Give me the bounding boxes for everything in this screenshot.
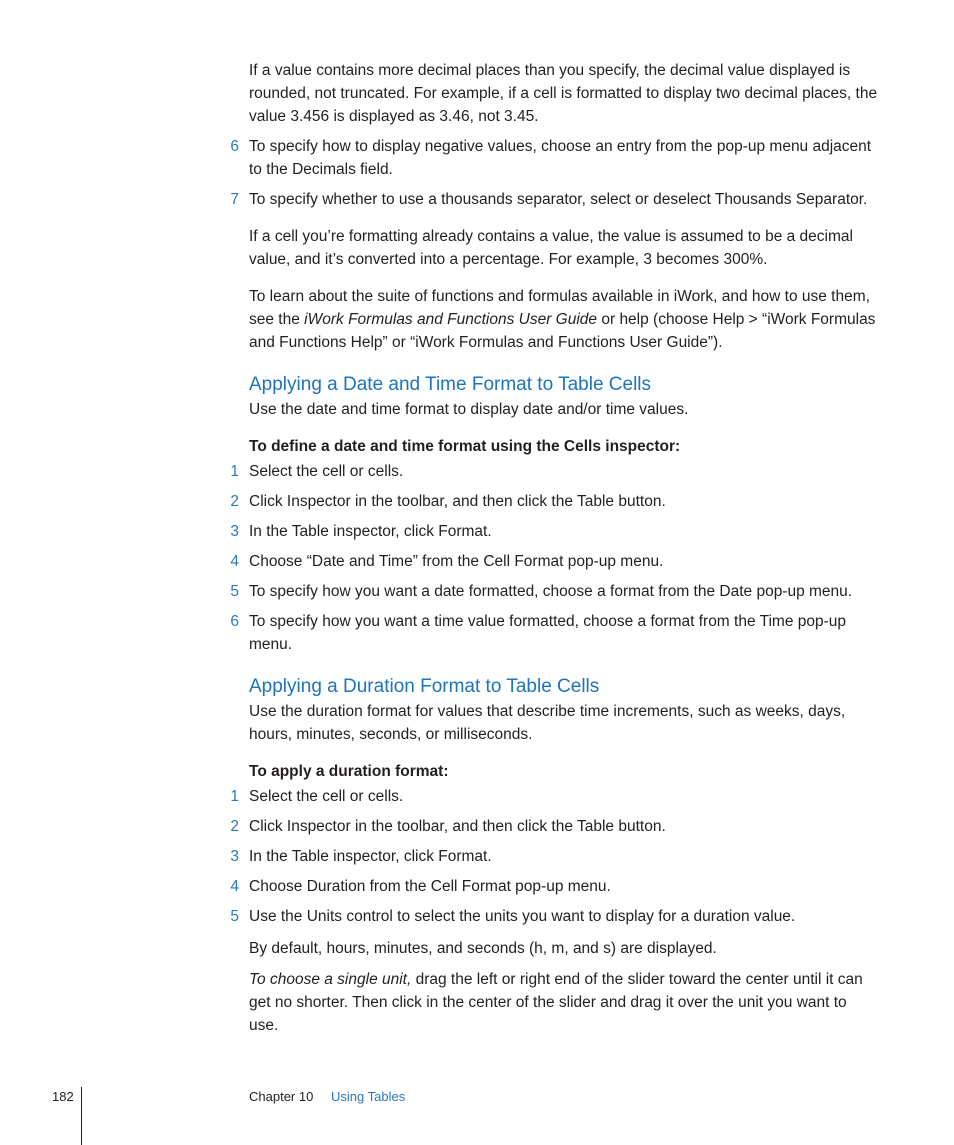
step-number: 4 — [230, 553, 239, 570]
section-heading: Applying a Duration Format to Table Cells — [249, 676, 600, 697]
section-heading: Applying a Date and Time Format to Table Cells — [249, 374, 652, 395]
body-paragraph: To learn about the suite of functions and formulas available in iWork, and how to use them, see the iWork Formulas and Functions User Guide or help (choose Help > “iWork Formulas and Functions Help” or “iWork Formulas and Functions User Guide”). — [249, 288, 876, 351]
list-item — [222, 875, 882, 898]
step-number: 3 — [230, 523, 239, 540]
step-number: 5 — [230, 908, 239, 925]
section-intro: Use the duration format for values that describe time increments, such as weeks, days, hours, minutes, seconds, or milliseconds. — [249, 703, 846, 743]
note-paragraph: To choose a single unit, drag the left or right end of the slider toward the center until it can get no shorter. Then click in the center of the slider and drag it over the unit you want to use. — [249, 971, 863, 1034]
list-item — [222, 490, 882, 513]
list-item — [222, 845, 882, 868]
step-text: Click Inspector in the toolbar, and then click the Table button. — [249, 493, 666, 510]
note-emphasis: To choose a single unit, — [249, 971, 412, 988]
step-text: To specify how you want a date formatted, choose a format from the Date pop-up menu. — [249, 583, 853, 600]
step-text: In the Table inspector, click Format. — [249, 848, 492, 865]
step-text: To specify how to display negative values, choose an entry from the pop-up menu adjacent to the Decimals field. — [249, 138, 872, 178]
step-text: Choose “Date and Time” from the Cell Format pop-up menu. — [249, 553, 664, 570]
list-item — [222, 550, 882, 573]
list-item — [222, 785, 882, 808]
step-text: To specify whether to use a thousands separator, select or deselect Thousands Separator. — [249, 191, 868, 208]
footer-divider — [81, 1087, 82, 1145]
list-item — [222, 460, 882, 483]
step-text: Choose Duration from the Cell Format pop-up menu. — [249, 878, 611, 895]
note-paragraph: By default, hours, minutes, and seconds (h, m, and s) are displayed. — [249, 940, 717, 957]
step-number: 2 — [230, 818, 239, 835]
step-number: 1 — [230, 463, 239, 480]
step-text: Select the cell or cells. — [249, 463, 404, 480]
list-item — [222, 610, 882, 656]
page-number: 182 — [52, 1089, 74, 1104]
section-intro: Use the date and time format to display date and/or time values. — [249, 401, 689, 418]
list-item — [222, 905, 882, 928]
step-number: 3 — [230, 848, 239, 865]
step-text: Select the cell or cells. — [249, 788, 404, 805]
step-text: Click Inspector in the toolbar, and then click the Table button. — [249, 818, 666, 835]
guide-title: iWork Formulas and Functions User Guide — [304, 311, 598, 328]
list-item — [222, 135, 882, 181]
chapter-title-link[interactable]: Using Tables — [331, 1089, 406, 1104]
procedure-title: To apply a duration format: — [249, 763, 449, 780]
list-item — [222, 815, 882, 838]
step-text: Use the Units control to select the units you want to display for a duration value. — [249, 908, 796, 925]
chapter-label: Chapter 10 — [249, 1089, 314, 1104]
list-item — [222, 188, 882, 211]
list-item — [222, 520, 882, 543]
step-text: To specify how you want a time value formatted, choose a format from the Time pop-up menu. — [249, 613, 847, 653]
step-number: 4 — [230, 878, 239, 895]
step-text: In the Table inspector, click Format. — [249, 523, 492, 540]
step-number: 5 — [230, 583, 239, 600]
body-paragraph: If a cell you’re formatting already contains a value, the value is assumed to be a decimal value, and it’s converted into a percentage. For example, 3 becomes 300%. — [249, 228, 853, 268]
step-number: 2 — [230, 493, 239, 510]
step-number: 1 — [230, 788, 239, 805]
step-number: 6 — [230, 138, 239, 155]
list-item — [222, 580, 882, 603]
step-number: 7 — [230, 191, 239, 208]
procedure-title: To define a date and time format using the Cells inspector: — [249, 438, 681, 455]
step-number: 6 — [230, 613, 239, 630]
body-paragraph: If a value contains more decimal places than you specify, the decimal value displayed is rounded, not truncated. For example, if a cell is formatted to display two decimal places, the value 3.456 is displayed as 3.46, not 3.45. — [249, 62, 878, 125]
